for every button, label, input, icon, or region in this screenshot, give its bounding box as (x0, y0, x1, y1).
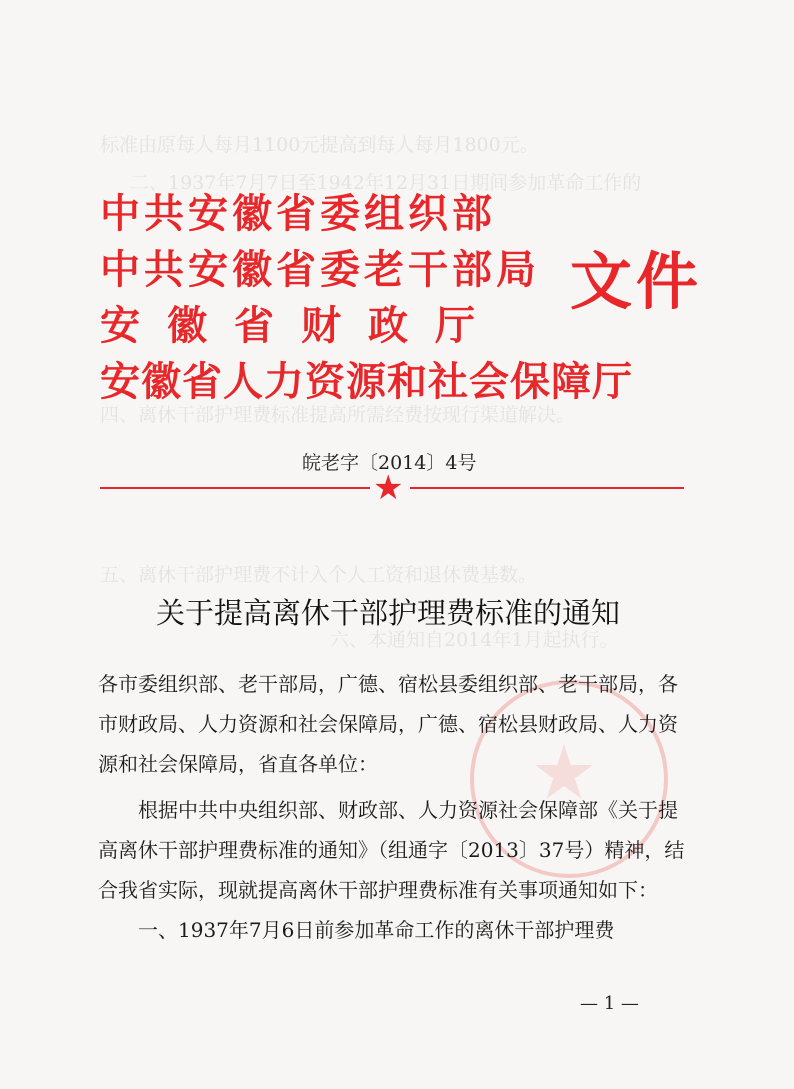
issuer-line: 中共安徽省委组织部 (100, 191, 496, 237)
page-number: — 1 — (580, 993, 639, 1014)
bleed-through-text: 六、本通知自2014年1月起执行。 (330, 629, 619, 651)
red-divider-right (410, 487, 684, 489)
issuer-line: 安徽省财政厅 (100, 303, 502, 349)
issuer-line: 中共安徽省委老干部局 (100, 247, 540, 293)
bleed-through-text: 二、1937年7月7日至1942年12月31日期间参加革命工作的 (130, 172, 642, 194)
issuer-line: 安徽省人力资源和社会保障厅 (100, 359, 633, 405)
notice-title: 关于提高离休干部护理费标准的通知 (156, 596, 621, 630)
red-divider-left (100, 487, 370, 489)
document-number: 皖老字〔2014〕4号 (302, 452, 477, 474)
addressee: 各市委组织部、老干部局，广德、宿松县委组织部、老干部局，各市财政局、人力资源和社会保障局，广德、宿松县财政局、人力资源和社会保障局，省直各单位： (98, 672, 678, 776)
body-paragraph: 一、1937年7月6日前参加革命工作的离休干部护理费 (138, 918, 615, 942)
bleed-through-text: 四、离休干部护理费标准提高所需经费按现行渠道解决。 (100, 404, 576, 426)
star-icon: ★ (373, 468, 404, 508)
bleed-through-text: 五、离休干部护理费不计入个人工资和退休费基数。 (100, 564, 538, 586)
bleed-through-text: 标准由原每人每月1100元提高到每人每月1800元。 (100, 134, 539, 156)
body-paragraph: 根据中共中央组织部、财政部、人力资源社会保障部《关于提高离休干部护理费标准的通知》（组通字〔2013〕37号）精神，结合我省实际，现就提高离休干部护理费标准有关事项通知如下： (98, 798, 685, 902)
document-type-label: 文件 (570, 245, 703, 318)
issuing-authorities (100, 186, 633, 410)
notice-body (98, 664, 688, 950)
